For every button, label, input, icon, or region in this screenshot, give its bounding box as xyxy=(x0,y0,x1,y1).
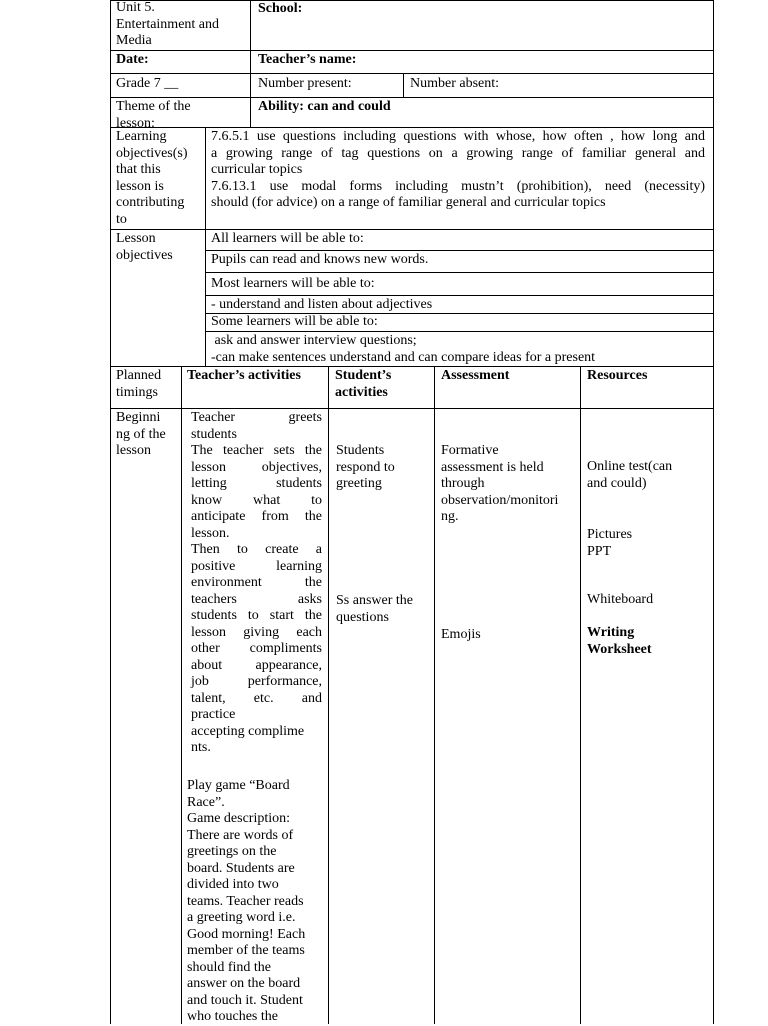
col-header-timings: Planned timings xyxy=(116,368,162,400)
school-label: School: xyxy=(258,1,303,16)
col-divider xyxy=(181,366,182,1024)
unit-title: Unit 5. Entertainment and Media xyxy=(116,0,220,48)
resources-online-test: Online test(can and could) xyxy=(587,459,673,491)
game-description-text: Play game “Board Race”. Game description: There are words of greetings on the board. Students are divided into two teams. Teacher reads a greeting word i.e. Good morning! Each member of the teams should find the answer on the board and touch it. Student who touches the xyxy=(187,778,306,1024)
stage-timing: Beginni ng of the lesson xyxy=(116,410,166,458)
some-learners-heading: Some learners will be able to: xyxy=(211,314,378,329)
assessment-emojis-text: Emojis xyxy=(441,627,481,642)
table-border-right xyxy=(713,0,714,1024)
learning-objectives-label: Learning objectives(s) that this lesson is contributing to xyxy=(116,129,188,227)
all-learners-item: Pupils can read and knows new words. xyxy=(211,252,429,267)
teacher-activities-text: Teacher greets students The teacher sets the lesson objectives, letting students know what to anticipate from the lesson. Then to create a positive learning environment the teachers asks students to start the lesson giving each other compliments about appearance, job performance, talent, etc. and practice accepting complime nts. xyxy=(191,410,322,755)
col-divider xyxy=(434,366,435,1024)
resources-writing-worksheet: Writing Worksheet xyxy=(587,625,652,657)
col-divider xyxy=(250,0,251,127)
row-divider xyxy=(205,331,714,332)
resources-whiteboard: Whiteboard xyxy=(587,592,654,607)
theme-value: Ability: can and could xyxy=(258,99,391,114)
col-header-resources: Resources xyxy=(587,368,648,383)
col-header-assessment: Assessment xyxy=(441,368,510,383)
row-divider xyxy=(110,229,714,230)
table-border-left xyxy=(110,0,111,1024)
col-divider xyxy=(328,366,329,1024)
students-answer-text: Ss answer the questions xyxy=(336,593,413,625)
theme-label: Theme of the lesson: xyxy=(116,99,191,127)
students-response-text: Students respond to greeting xyxy=(336,443,395,491)
col-header-student: Student’s activities xyxy=(335,368,392,400)
row-divider xyxy=(205,295,714,296)
row-divider xyxy=(110,97,714,98)
learning-objectives-text: 7.6.5.1 use questions including questions with whose, how often , how long and a growing range of tag questions on a growing range of familiar general and curricular topics 7.6.13.1 use modal forms including mustn’t (prohibition), need (necessity) should (for advice) on a range of familiar general and curricular topics xyxy=(211,129,705,210)
row-divider xyxy=(205,272,714,273)
row-divider xyxy=(110,408,714,409)
most-learners-item: - understand and listen about adjectives xyxy=(211,297,433,312)
some-learners-items: ask and answer interview questions; -can make sentences understand and can compare ideas for a present xyxy=(211,333,596,365)
row-divider xyxy=(110,73,714,74)
row-divider xyxy=(110,50,714,51)
all-learners-heading: All learners will be able to: xyxy=(211,231,364,246)
number-present-label: Number present: xyxy=(258,76,352,91)
resources-pictures-ppt: Pictures PPT xyxy=(587,527,633,559)
row-divider xyxy=(110,366,714,367)
most-learners-heading: Most learners will be able to: xyxy=(211,276,375,291)
row-divider xyxy=(110,127,714,128)
number-absent-label: Number absent: xyxy=(410,76,500,91)
lesson-objectives-label: Lesson objectives xyxy=(116,231,173,263)
col-header-teacher: Teacher’s activities xyxy=(187,368,301,383)
grade-label: Grade 7 __ xyxy=(116,76,179,91)
date-label: Date: xyxy=(116,52,149,67)
assessment-formative-text: Formative assessment is held through observation/monitori ng. xyxy=(441,443,559,524)
col-divider xyxy=(403,73,404,97)
teacher-name-label: Teacher’s name: xyxy=(258,52,357,67)
col-divider xyxy=(205,127,206,366)
row-divider xyxy=(205,250,714,251)
col-divider xyxy=(580,366,581,1024)
